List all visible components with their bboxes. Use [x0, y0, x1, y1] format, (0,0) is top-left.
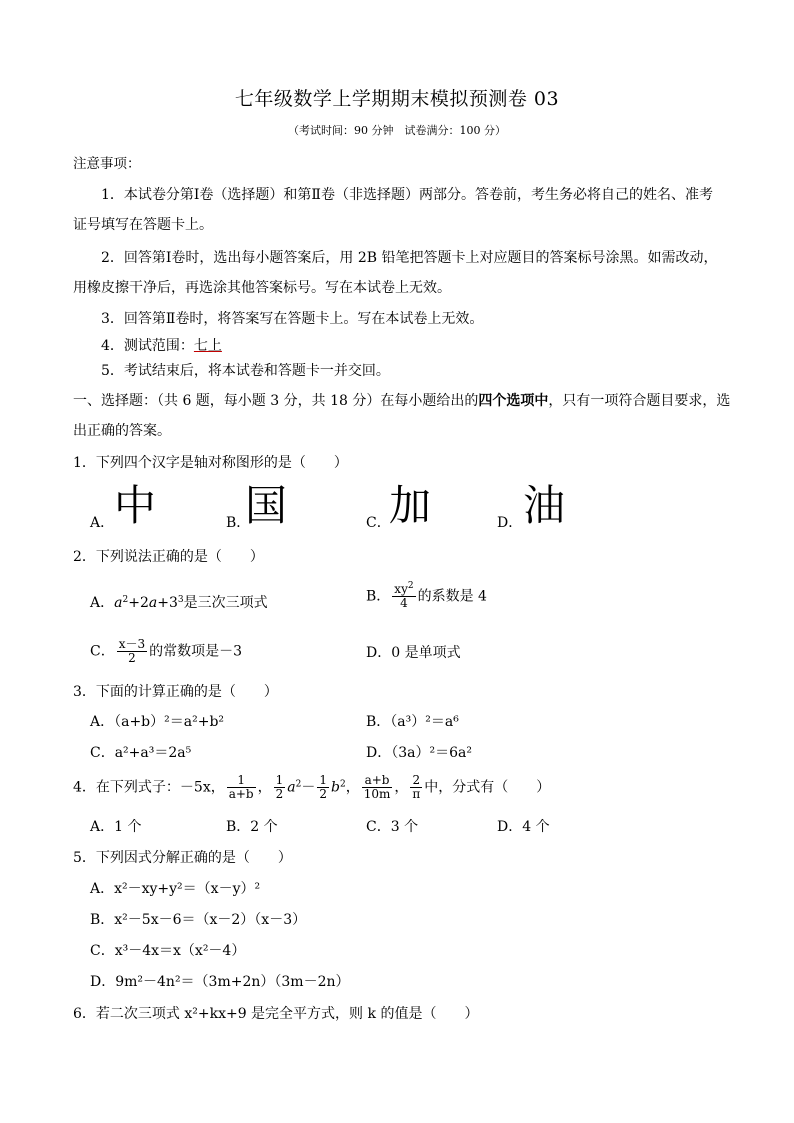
question-3-stem: 3．下面的计算正确的是（ ） — [73, 684, 278, 700]
q2-a-term2: +3 — [157, 595, 178, 611]
q5-option-b: B．x²－5x－6＝（x－2）（x－3） — [90, 912, 307, 928]
q3-option-d: D．（3a）²＝6a² — [366, 745, 472, 761]
q4-option-a: A．1 个 — [90, 819, 142, 835]
q2-option-d — [366, 644, 461, 662]
q2-b-fraction — [392, 583, 415, 610]
test-scope: 七上 — [193, 338, 222, 354]
q2-d-text: 0 是单项式 — [391, 645, 461, 661]
q4-option-c: C．3 个 — [366, 819, 419, 835]
note-4 — [101, 337, 222, 355]
section-heading-text-a: 一、选择题：（共 6 题，每小题 3 分，共 18 分）在每小题给出的 — [73, 393, 479, 409]
q2-c-label: C． — [90, 643, 115, 660]
q2-option-c — [90, 638, 242, 665]
section-heading-line1 — [73, 392, 730, 410]
q2-d-label: D． — [366, 645, 392, 661]
q4-f1-num: 1 — [227, 774, 256, 788]
q4-sep1: ， — [257, 779, 272, 796]
q4-f3-den: 2 — [319, 787, 327, 801]
q4-f5-num: 2 — [410, 774, 422, 788]
q1-option-c-label: C． — [366, 515, 391, 531]
q4-fraction-2 — [274, 774, 286, 801]
note-2-line1: 2．回答第Ⅰ卷时，选出每小题答案后，用 2B 铅笔把答题卡上对应题目的答案标号涂黑。如需改动， — [101, 250, 718, 266]
q4-sep2: ， — [345, 779, 360, 796]
note-1-line1: 1．本试卷分第Ⅰ卷（选择题）和第Ⅱ卷（非选择题）两部分。答卷前，考生务必将自己的姓名、准考 — [101, 187, 713, 203]
q2-a-var: a — [114, 595, 123, 611]
q4-var-b: b — [330, 779, 340, 796]
q4-f1-den: a+b — [228, 787, 254, 801]
q4-f3-num: 1 — [319, 773, 327, 787]
q1-option-b-char: 国 — [245, 481, 288, 530]
q1-option-b-label: B． — [226, 515, 251, 531]
q4-fraction-4 — [362, 774, 393, 801]
q4-stem-prefix: 4．在下列式子：－5x， — [73, 779, 225, 796]
q2-a-text: 是三次三项式 — [183, 595, 268, 611]
q4-sep3: ， — [394, 779, 409, 796]
q4-f2-den: 2 — [275, 787, 284, 801]
q4-fraction-1 — [227, 774, 256, 801]
q4-f5-den: π — [412, 787, 421, 801]
q2-b-numerator: xy — [394, 582, 408, 596]
q4-f4-num: a+b — [362, 774, 393, 788]
q1-option-d-label: D． — [497, 515, 523, 531]
q2-c-numerator: x－3 — [118, 637, 146, 651]
q3-option-b: B．（a³）²＝a⁶ — [366, 714, 459, 730]
q3-option-a: A．（a+b）²＝a²+b² — [90, 714, 225, 730]
note-5: 5．考试结束后，将本试卷和答题卡一并交回。 — [101, 363, 390, 379]
section-heading-line2: 出正确的答案。 — [73, 423, 171, 439]
q2-c-text: 的常数项是－3 — [149, 643, 243, 660]
section-heading-text-b: ，只有一项符合题目要求，选 — [548, 393, 731, 409]
question-1-stem: 1．下列四个汉字是轴对称图形的是（ ） — [73, 455, 348, 471]
exam-info: （考试时间：90 分钟 试卷满分：100 分） — [288, 124, 506, 137]
note-1-line2: 证号填写在答题卡上。 — [73, 217, 213, 233]
q4-f4-den: 10m — [363, 787, 391, 801]
section-heading-bold: 四个选项中 — [478, 393, 549, 409]
q2-a-label: A． — [90, 595, 115, 611]
q2-option-b — [366, 583, 487, 610]
q2-a-exp: 2 — [122, 595, 129, 605]
q2-a-var2: a — [148, 595, 158, 611]
question-4-stem — [73, 774, 550, 801]
note-3: 3．回答第Ⅱ卷时，将答案写在答题卡上。写在本试卷上无效。 — [101, 311, 484, 327]
q2-b-denominator: 4 — [400, 596, 408, 610]
q4-option-b: B．2 个 — [226, 819, 278, 835]
notes-heading: 注意事项： — [73, 156, 141, 172]
q4-option-d: D．4 个 — [497, 819, 550, 835]
q2-option-a — [90, 594, 268, 612]
q1-option-a-char: 中 — [114, 481, 157, 530]
q2-a-exp2: 3 — [177, 595, 184, 605]
q3-option-c: C．a²+a³＝2a⁵ — [90, 745, 192, 761]
q5-option-d: D．9m²－4n²＝（3m+2n）（3m－2n） — [90, 974, 350, 990]
q1-option-c-char: 加 — [389, 481, 432, 530]
question-2-stem: 2．下列说法正确的是（ ） — [73, 549, 264, 565]
q2-b-exp: 2 — [407, 581, 414, 591]
question-5-stem: 5．下列因式分解正确的是（ ） — [73, 850, 292, 866]
question-6-stem: 6．若二次三项式 x²+kx+9 是完全平方式，则 k 的值是（ ） — [73, 1006, 479, 1022]
q2-b-label: B． — [366, 588, 391, 605]
q4-exp-b: 2 — [339, 779, 346, 790]
q2-b-text: 的系数是 4 — [417, 588, 487, 605]
page-title: 七年级数学上学期期末模拟预测卷 03 — [234, 88, 560, 110]
q1-option-d-char: 油 — [523, 481, 566, 530]
q4-fraction-5 — [410, 774, 422, 801]
q1-option-a-label: A． — [90, 515, 115, 531]
q4-minus: － — [301, 779, 316, 796]
q4-var-a: a — [287, 779, 296, 796]
q2-c-denominator: 2 — [128, 651, 136, 665]
q5-option-a: A．x²－xy+y²＝（x－y）² — [90, 881, 261, 897]
note-2-line2: 用橡皮擦干净后，再选涂其他答案标号。写在本试卷上无效。 — [73, 280, 451, 296]
q2-c-fraction — [117, 638, 147, 665]
q5-option-c: C．x³－4x＝x（x²－4） — [90, 943, 246, 959]
note-4-label: 4．测试范围： — [101, 338, 194, 354]
q4-f2-num: 1 — [275, 773, 284, 787]
q4-fraction-3 — [317, 774, 329, 801]
q4-stem-suffix: 中，分式有（ ） — [424, 779, 551, 796]
q2-a-term: +2 — [128, 595, 149, 611]
q4-exp-a: 2 — [295, 779, 302, 790]
